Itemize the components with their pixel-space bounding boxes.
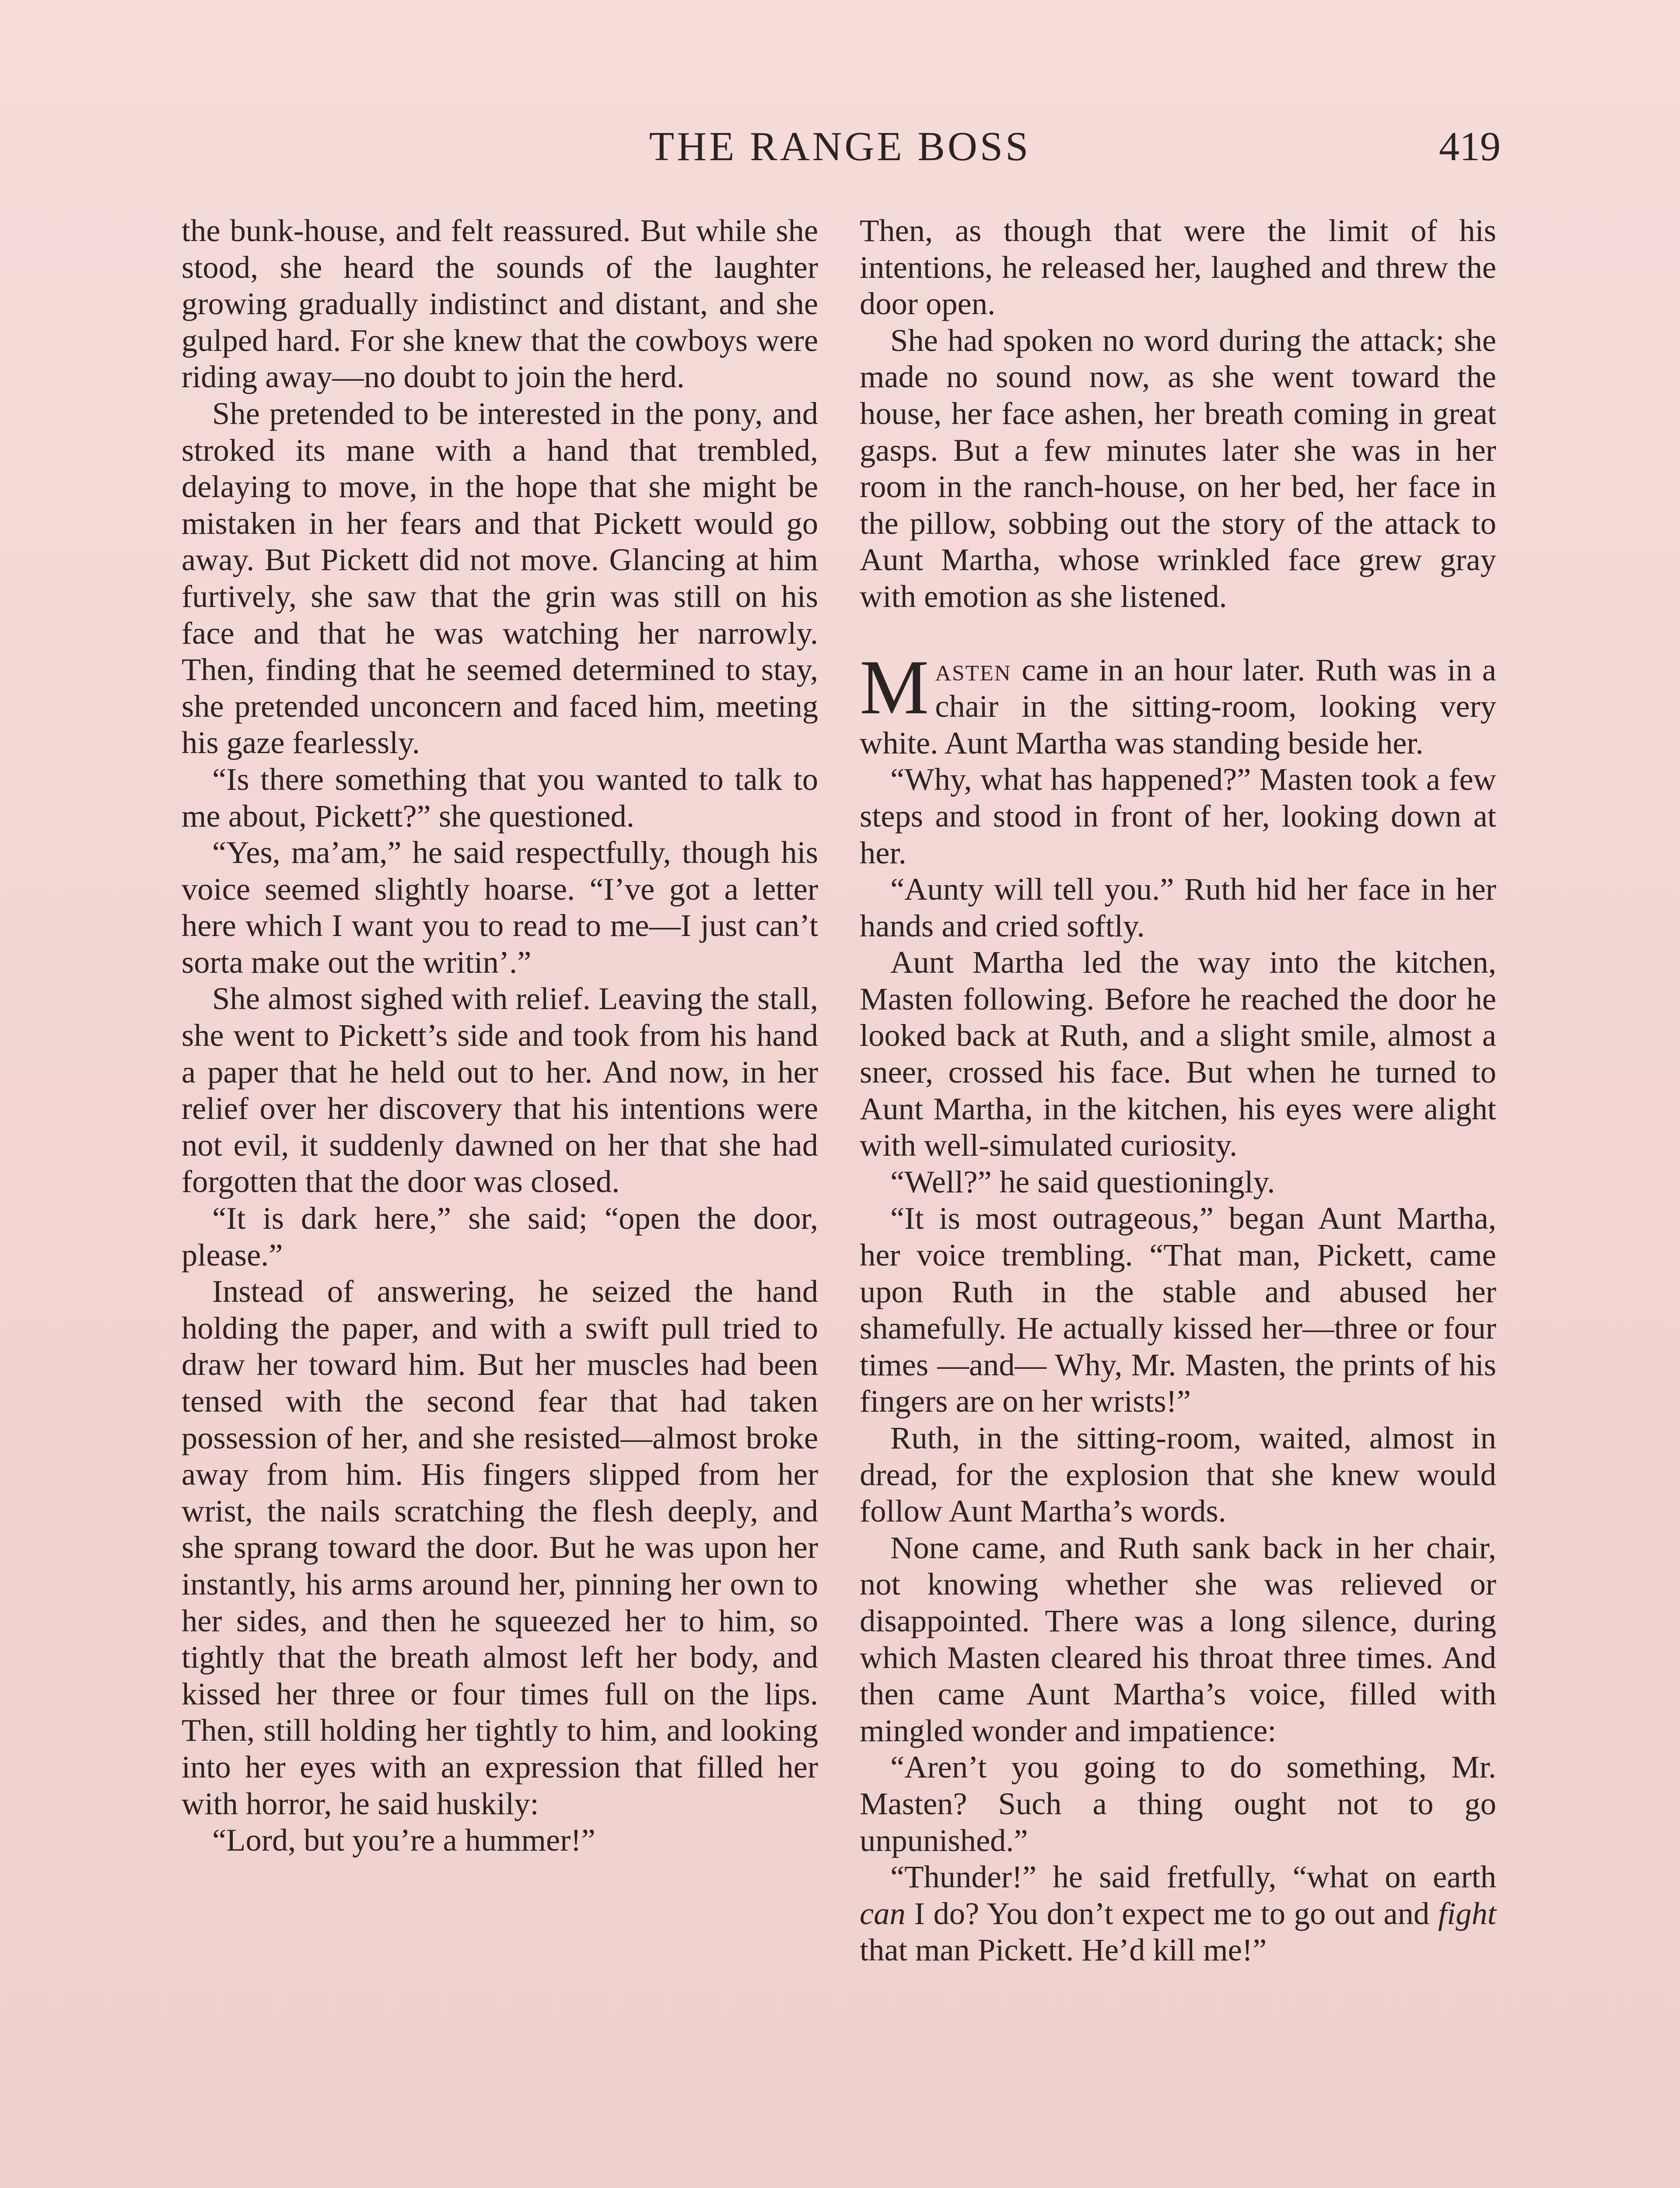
paragraph: She pretended to be interested in the pony, and stroked its mane with a hand that trembled, delaying to move, in the hope that she might be mistaken in her fears and that Pickett would go away. But Pickett did not move. Glancing at him furtively, she saw that the grin was still on his face and that he was watching her narrowly. Then, finding that he seemed determined to stay, she pretended unconcern and faced him, meeting his gaze fearlessly. [182,395,818,761]
paragraph: She had spoken no word during the attack; she made no sound now, as she went toward the house, her face ashen, her breath coming in great gasps. But a few minutes later she was in her room in the ranch-house, on her bed, her face in the pillow, sobbing out the story of the attack to Aunt Martha, whose wrinkled face grew gray with emotion as she listened. [860,322,1496,614]
paragraph: “Aunty will tell you.” Ruth hid her face in her hands and cried softly. [860,871,1496,943]
paragraph [860,1858,1496,1968]
paragraph: Then, as though that were the limit of his intentions, he released her, laughed and threw the door open. [860,213,1496,322]
emphasis: fight [1438,1895,1496,1931]
paragraph: Ruth, in the sitting-room, waited, almost in dread, for the explosion that she knew would follow Aunt Martha’s words. [860,1420,1496,1529]
paragraph: “Well?” he said questioningly. [890,1164,1275,1199]
paragraph-text: came in an hour later. Ruth was in a chair in the sitting-room, looking very white. Aunt Martha was standing beside her. [860,652,1496,761]
paragraph-text: “Thunder!” he said fretfully, “what on earth [890,1859,1496,1895]
paragraph-text: that man Pickett. He’d kill me!” [860,1932,1267,1968]
paragraph: None came, and Ruth sank back in her chair, not knowing whether she was relieved or disappointed. There was a long silence, during which Masten cleared his throat three times. And then came Aunt Martha’s voice, filled with mingled wonder and impatience: [860,1529,1496,1748]
paragraph: Instead of answering, he seized the hand holding the paper, and with a swift pull tried to draw her toward him. But her muscles had been tensed with the second fear that had taken possession of her, and she resisted—almost broke away from him. His fingers slipped from her wrist, the nails scratching the flesh deeply, and she sprang toward the door. But he was upon her instantly, his arms around her, pinning her own to her sides, and then he squeezed her to him, so tightly that the breath almost left her body, and kissed her three or four times full on the lips. Then, still holding her tightly to him, and looking into her eyes with an expression that filled her with horror, he said huskily: [182,1273,818,1821]
paragraph: the bunk-house, and felt reassured. But while she stood, she heard the sounds of the laughter growing gradually indistinct and distant, and she gulped hard. For she knew that the cowboys were riding away—no doubt to join the herd. [182,213,818,395]
paragraph: “It is most outrageous,” began Aunt Martha, her voice trembling. “That man, Pickett, came upon Ruth in the stable and abused her shamefully. He actually kissed her—three or four times —and— Why, Mr. Masten, the prints of his fingers are on her wrists!” [860,1200,1496,1419]
paragraph-text: I do? You don’t expect me to go out and [905,1895,1438,1931]
small-caps-lead: asten [935,652,1012,687]
paragraph: “It is dark here,” she said; “open the door, please.” [182,1200,818,1273]
section-opening-paragraph [860,643,1496,761]
paragraph: “Aren’t you going to do something, Mr. Masten? Such a thing ought not to go unpunished.” [860,1749,1496,1858]
page-number: 419 [1439,124,1501,169]
paragraph: She almost sighed with relief. Leaving the stall, she went to Pickett’s side and took from his hand a paper that he held out to her. And now, in her relief over her discovery that his intentions were not evil, it suddenly dawned on her that she had forgotten that the door was closed. [182,981,818,1199]
emphasis: can [860,1895,906,1931]
paragraph: “Is there something that you wanted to talk to me about, Pickett?” she questioned. [182,761,818,834]
paragraph: “Lord, but you’re a hummer!” [212,1822,595,1858]
drop-cap: M [860,643,929,730]
left-column [182,212,818,1858]
page-header [179,118,1501,175]
running-title: THE RANGE BOSS [649,124,1031,169]
paragraph: “Yes, ma’am,” he said respectfully, though his voice seemed slightly hoarse. “I’ve got a letter here which I want you to read to me—I just can’t sorta make out the writin’.” [182,835,818,980]
paragraph: “Why, what has happened?” Masten took a few steps and stood in front of her, looking down at her. [860,761,1496,870]
paragraph: Aunt Martha led the way into the kitchen, Masten following. Before he reached the door he looked back at Ruth, and a slight smile, almost a sneer, crossed his face. But when he turned to Aunt Martha, in the kitchen, his eyes were alight with well-simulated curiosity. [860,944,1496,1163]
section-break [860,615,1496,652]
right-column [860,212,1496,1968]
